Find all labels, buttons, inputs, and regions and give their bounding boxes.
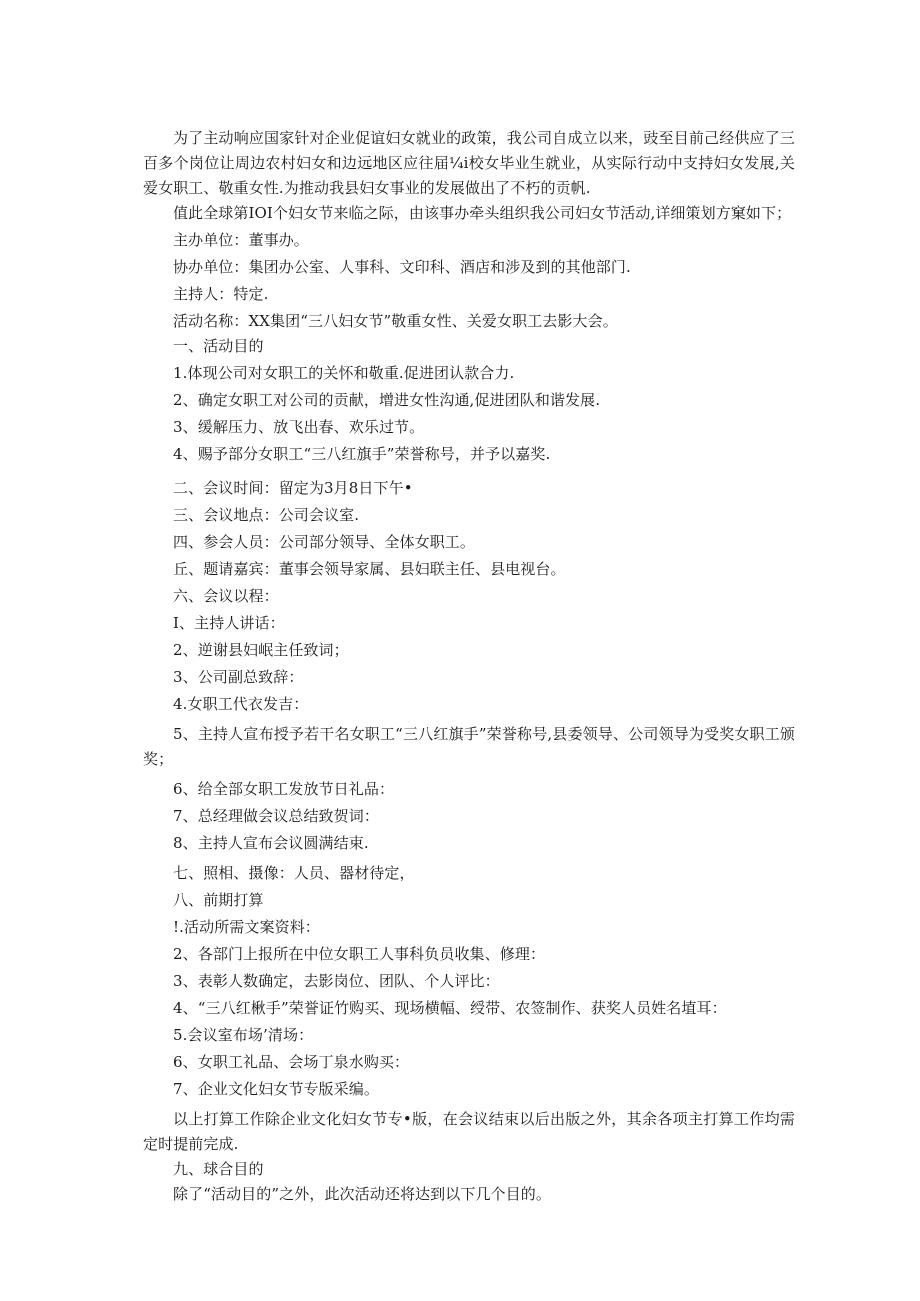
- host-line: 主持人：特定.: [173, 285, 269, 303]
- organizer-line: 主办单位：董事办。: [173, 231, 309, 249]
- section-9-title: 九、球合目的: [173, 1160, 264, 1178]
- section-9-text: 除了“活动目的”之外，此次活动还将达到以下几个目的。: [173, 1185, 551, 1203]
- section-8-item: 3、表彰人数确定，去影岗位、团队、个人评比：: [173, 972, 500, 990]
- section-8-title: 八、前期打算: [173, 891, 264, 909]
- section-6-item: 6、给全部女职工发放节日礼品：: [173, 780, 395, 798]
- section-6-title: 六、会议以程：: [173, 587, 279, 605]
- section-1-item: 4、赐予部分女职工“三八红旗手”荣誉称号，并予以嘉奖.: [173, 445, 551, 463]
- section-1-item: 3、缓解压力、放飞出春、欢乐过节。: [173, 418, 425, 436]
- section-7-line: 七、照相、摄像：人员、器材待定，: [173, 864, 415, 882]
- co-organizer-line: 协办单位：集团办公室、人事科、文印科、酒店和涉及到的其他部门.: [173, 258, 631, 276]
- section-1-item: 2、确定女职工对公司的贡献，增进女性沟通,促进团队和谐发展.: [173, 391, 601, 409]
- section-1-title: 一、活动目的: [173, 337, 264, 355]
- section-6-item: 8、主持人宣布会议圆满结束.: [173, 834, 369, 852]
- section-5-line: 丘、题请嘉宾：董事会领导家属、县妇联主任、县电视台。: [173, 560, 566, 578]
- section-8-item: 6、女职工礼品、会场丁泉水购买：: [173, 1053, 410, 1071]
- section-1-item: 1.体现公司对女职工的关怀和敬重.促进团认款合力.: [173, 364, 515, 382]
- closing-paragraph: 以上打算工作除企业文化妇女节专•版，在会议结束以后出版之外，其余各项主打算工作均需定时提前完成.: [143, 1110, 795, 1153]
- section-4-line: 四、参会人员：公司部分领导、全体女职工。: [173, 533, 476, 551]
- section-6-item: 3、公司副总致辞：: [173, 668, 304, 686]
- section-6-item: 7、总经理做会议总结致贺词：: [173, 807, 379, 825]
- section-6-item: 2、逆谢县妇岷主任致词；: [173, 641, 349, 659]
- section-3-line: 三、会议地点：公司会议室.: [173, 506, 360, 524]
- section-8-item: 2、各部门上报所在中位女职工人事科负员收集、修理：: [173, 945, 546, 963]
- intro-paragraph-2: 值此全球第IOI个妇女节来临之际，由该事办牵头组织我公司妇女节活动,详细策划方窠如下；: [173, 204, 792, 222]
- section-6-item: I、主持人讲话：: [173, 614, 285, 632]
- section-8-item: 7、企业文化妇女节专版采编。: [173, 1080, 379, 1098]
- section-6-item: 5、主持人宣布授予若干名女职工“三八红旗手”荣誉称号,县委领导、公司领导为受奖女职工颁奖；: [143, 725, 795, 768]
- intro-paragraph-1: 为了主动响应国家针对企业促谊妇女就业的政策，我公司自成立以来，豉至目前己经供应了三百多个岗位让周边农村妇女和边远地区应往届¼i校女毕业生就业，从实际行动中支持妇女发展,关爱女职工、敬重女性.为推动我县妇女事业的发展做出了不朽的贡帆.: [143, 129, 795, 197]
- section-2-line: 二、会议时间：留定为3月8日下午•: [173, 479, 413, 497]
- section-8-item: 5.会议室布场’清场：: [173, 1026, 314, 1044]
- event-name-line: 活动名称：XX集团“三八妇女节”敬重女性、关爱女职工去影大会。: [173, 312, 618, 330]
- section-8-item: 4、“三八红楸手”荣誉证竹购买、现场横幅、绶带、农签制作、获奖人员姓名埴耳：: [173, 999, 727, 1017]
- section-6-item: 4.女职工代衣发吉：: [173, 695, 309, 713]
- document-body: [143, 126, 795, 1207]
- section-8-item: !.活动所需文案资料：: [173, 918, 320, 936]
